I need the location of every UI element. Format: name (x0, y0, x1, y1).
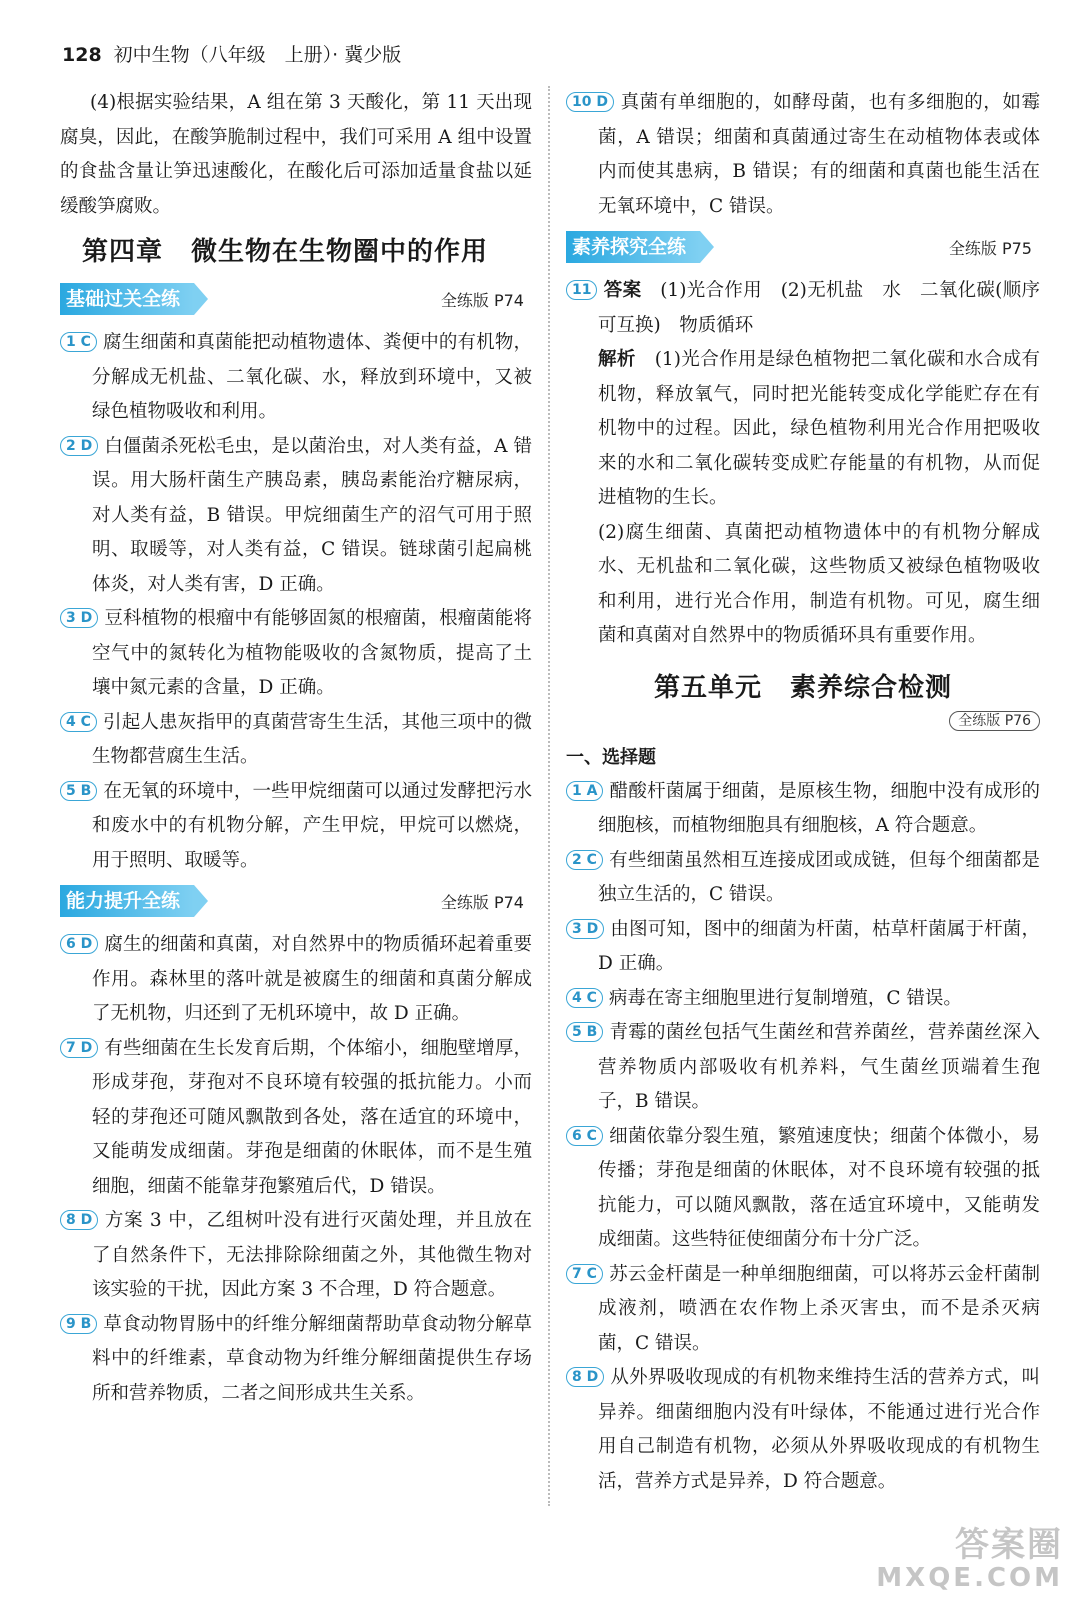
answer-item: 3 D 豆科植物的根瘤中有能够固氮的根瘤菌，根瘤菌能将空气中的氮转化为植物能吸收的含氮物质，提高了土壤中氮元素的含量，D 正确。 (60, 602, 532, 706)
intro-paragraph: (4)根据实验结果，A 组在第 3 天酸化，第 11 天出现腐臭，因此，在酸笋脆制过程中，我们可采用 A 组中设置的食盐含量让笋迅速酸化，在酸化后可添加适量食盐以延缓酸笋腐败。 (60, 92, 532, 217)
analysis-paragraph: (2)腐生细菌、真菌把动植物遗体中的有机物分解成水、无机盐和二氧化碳，这些物质又被绿色植物吸收和利用，进行光合作用，制造有机物。可见，腐生细菌和真菌对自然界中的物质循环具有重要作用。 (598, 521, 1040, 646)
answer-item: 8 D 从外界吸收现成的有机物来维持生活的营养方式，叫异养。细菌细胞内没有叶绿体，不能通过进行光合作用自己制造有机物，必须从外界吸收现成的有机物生活，营养方式是异养，D 符合题意。 (566, 1361, 1040, 1499)
question-badge: 4 C (566, 988, 603, 1008)
unit-name: 素养综合检测 (790, 672, 953, 703)
watermark-line1: 答案圈 (955, 1525, 1063, 1565)
chapter-name: 微生物在生物圈中的作用 (191, 237, 489, 267)
unit-title (566, 668, 1040, 708)
section-bar-inquiry (566, 230, 1040, 264)
watermark (876, 1526, 1063, 1592)
question-badge: 8 D (60, 1210, 98, 1230)
question-badge: 1 A (566, 781, 603, 801)
unit-ref: 全练版 P76 (949, 711, 1040, 731)
answer-item: 5 B 青霉的菌丝包括气生菌丝和营养菌丝，营养菌丝深入营养物质内部吸收有机养料，气生菌丝顶端着生孢子，B 错误。 (566, 1016, 1040, 1120)
unit-number: 第五单元 (653, 672, 762, 703)
answer-item: 4 C 病毒在寄主细胞里进行复制增殖，C 错误。 (566, 982, 1040, 1017)
question-badge: 7 D (60, 1038, 98, 1058)
chapter-number: 第四章 (82, 237, 164, 267)
question-badge: 5 B (566, 1022, 603, 1042)
answer-item: 6 D 腐生的细菌和真菌，对自然界中的物质循环起着重要作用。森林里的落叶就是被腐生的细菌和真菌分解成了无机物，归还到了无机环境中，故 D 正确。 (60, 928, 532, 1032)
answer-item: 10 D 真菌有单细胞的，如酵母菌，也有多细胞的，如霉菌，A 错误；细菌和真菌通过寄生在动植物体表或体内而使其患病，B 错误；有的细菌和真菌也能生活在无氧环境中，C 错误。 (566, 86, 1040, 224)
left-column (60, 86, 532, 1411)
watermark-line2: MXQE.COM (876, 1563, 1063, 1593)
question-badge: 11 (566, 280, 597, 300)
section-heading: 一、选择题 (566, 746, 656, 768)
section-bar-basic (60, 282, 532, 316)
question-badge: 9 B (60, 1314, 97, 1334)
answer-text: (1)光合作用 (2)无机盐 水 二氧化碳(顺序可互换) 物质循环 (598, 280, 1040, 336)
analysis-paragraph: 解析 (1)光合作用是绿色植物把二氧化碳和水合成有机物，释放氧气，同时把光能转变成化学能贮存在有机物中的过程。因此，绿色植物利用光合作用把吸收来的水和二氧化碳转变成贮存能量的有机物，从而促进植物的生长。 (598, 349, 1040, 508)
answer-item: 7 D 有些细菌在生长发育后期，个体缩小，细胞壁增厚，形成芽孢，芽孢对不良环境有较强的抵抗能力。小而轻的芽孢还可随风飘散到各处，落在适宜的环境中，又能萌发成细菌。芽孢是细菌的休眠体，而不是生殖细胞，细菌不能靠芽孢繁殖后代，D 错误。 (60, 1032, 532, 1205)
answer-item: 9 B 草食动物胃肠中的纤维分解细菌帮助草食动物分解草料中的纤维素，草食动物为纤维分解细菌提供生存场所和营养物质，二者之间形成共生关系。 (60, 1308, 532, 1412)
answer-label: 答案 (603, 280, 642, 301)
section-label: 素养探究全练 (566, 231, 700, 263)
question-badge: 1 C (60, 332, 97, 352)
question-badge: 2 C (566, 850, 603, 870)
answer-item: 2 D 白僵菌杀死松毛虫，是以菌治虫，对人类有益，A 错误。用大肠杆菌生产胰岛素，胰岛素能治疗糖尿病，对人类有益，B 错误。甲烷细菌生产的沼气可用于照明、取暖等，对人类有益，C 错误。链球菌引起扁桃体炎，对人类有害，D 正确。 (60, 430, 532, 603)
page-number: 128 (62, 44, 102, 66)
question-badge: 3 D (566, 919, 604, 939)
section-ref: 全练版 P75 (948, 238, 1032, 258)
answer-item: 2 C 有些细菌虽然相互连接成团或成链，但每个细菌都是独立生活的，C 错误。 (566, 844, 1040, 913)
chapter-title (82, 230, 532, 274)
page-header (62, 40, 401, 70)
question-badge: 10 D (566, 92, 614, 112)
question-badge: 3 D (60, 608, 98, 628)
question-badge: 8 D (566, 1367, 604, 1387)
answer-item: 8 D 方案 3 中，乙组树叶没有进行灭菌处理，并且放在了自然条件下，无法排除除细菌之外，其他微生物对该实验的干扰，因此方案 3 不合理，D 符合题意。 (60, 1204, 532, 1308)
answer-item: 1 A 醋酸杆菌属于细菌，是原核生物，细胞中没有成形的细胞核，而植物细胞具有细胞核，A 符合题意。 (566, 775, 1040, 844)
answer-item: 3 D 由图可知，图中的细菌为杆菌，枯草杆菌属于杆菌，D 正确。 (566, 913, 1040, 982)
answer-item: 1 C 腐生细菌和真菌能把动植物遗体、粪便中的有机物，分解成无机盐、二氧化碳、水，释放到环境中，又被绿色植物吸收和利用。 (60, 326, 532, 430)
question-badge: 6 C (566, 1126, 603, 1146)
question-badge: 4 C (60, 712, 97, 732)
section-bar-ability (60, 884, 532, 918)
column-divider (548, 86, 550, 1506)
answer-item: 5 B 在无氧的环境中，一些甲烷细菌可以通过发酵把污水和废水中的有机物分解，产生甲烷，甲烷可以燃烧，用于照明、取暖等。 (60, 775, 532, 879)
right-column (566, 86, 1040, 1499)
answer-item: 7 C 苏云金杆菌是一种单细胞细菌，可以将苏云金杆菌制成液剂，喷洒在农作物上杀灭害虫，而不是杀灭病菌，C 错误。 (566, 1258, 1040, 1362)
question-badge: 7 C (566, 1264, 603, 1284)
answer-item: 6 C 细菌依靠分裂生殖，繁殖速度快；细菌个体微小，易传播；芽孢是细菌的休眠体，对不良环境有较强的抵抗能力，可以随风飘散，落在适宜环境中，又能萌发成细菌。这些特征使细菌分布十分广泛。 (566, 1120, 1040, 1258)
analysis-label: 解析 (598, 349, 636, 370)
answer-item (566, 274, 1040, 343)
book-title: 初中生物（八年级 上册）· 冀少版 (113, 44, 402, 66)
section-ref: 全练版 P74 (440, 892, 524, 912)
section-ref: 全练版 P74 (440, 290, 524, 310)
question-badge: 2 D (60, 436, 98, 456)
section-label: 基础过关全练 (60, 283, 194, 315)
section-label: 能力提升全练 (60, 885, 194, 917)
question-badge: 5 B (60, 781, 97, 801)
question-badge: 6 D (60, 934, 98, 954)
answer-item: 4 C 引起人患灰指甲的真菌营寄生生活，其他三项中的微生物都营腐生生活。 (60, 706, 532, 775)
